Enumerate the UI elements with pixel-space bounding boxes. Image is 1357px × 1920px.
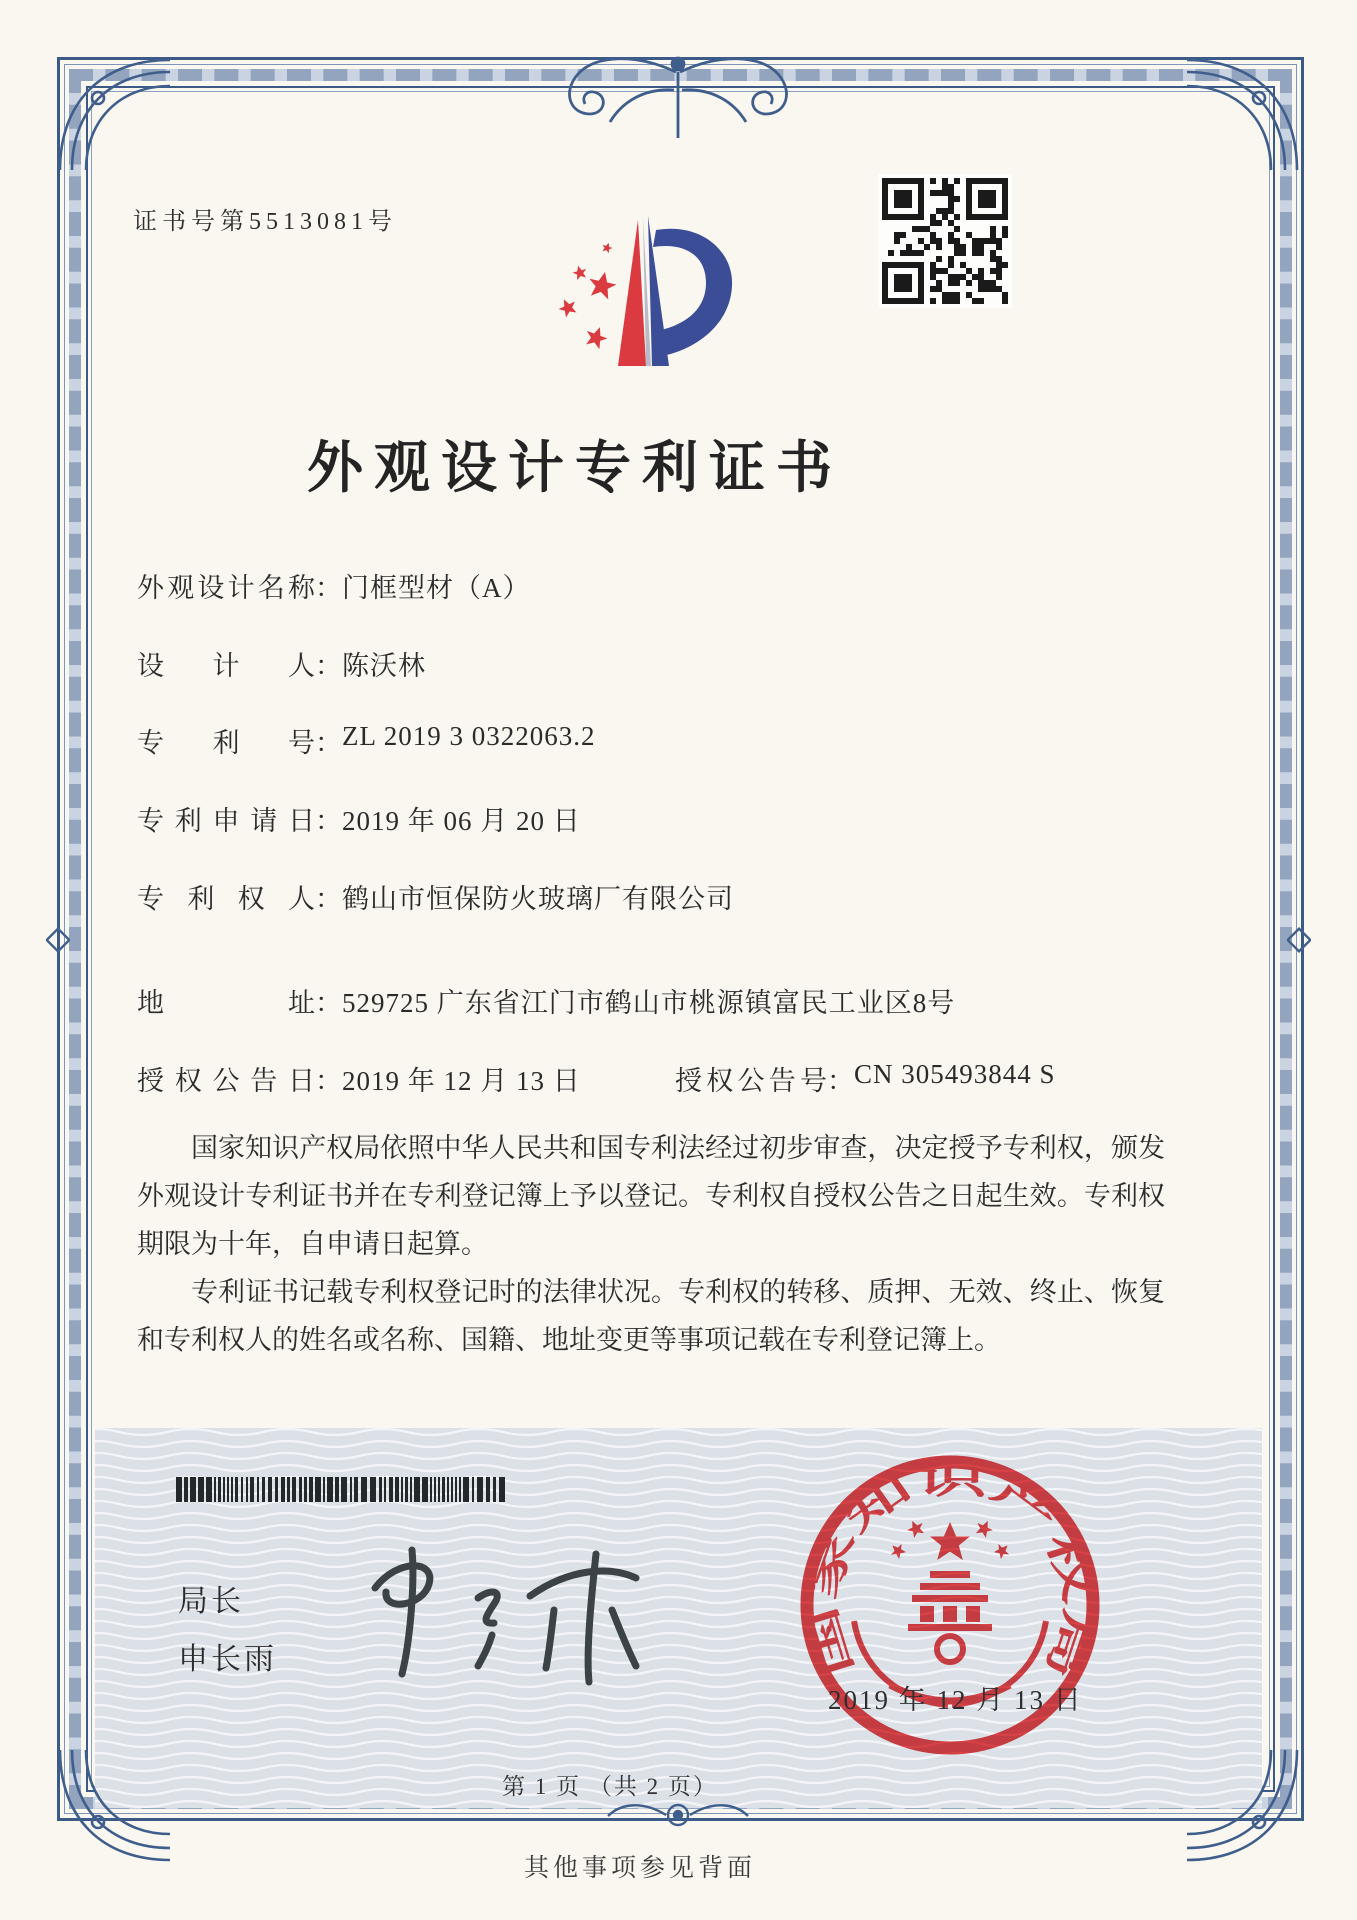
seal-date: 2019 年 12 月 13 日 (828, 1685, 1083, 1715)
field-label: 地址 (137, 988, 315, 1018)
svg-text:国家知识产权局 (798, 1457, 1101, 1685)
field-colon: ： (827, 1066, 854, 1096)
field-label: 外观设计名称 (137, 573, 315, 603)
field-value: 2019 年 12 月 13 日 (342, 1066, 581, 1096)
field-value: 2019 年 06 月 20 日 (342, 806, 581, 836)
back-side-note: 其他事项参见背面 (523, 1855, 756, 1882)
field-label: 专利号 (137, 728, 315, 758)
field-row-filing-date (137, 799, 581, 838)
field-colon: ： (315, 1066, 342, 1096)
field-row-patent-number (137, 721, 595, 760)
field-colon: ： (315, 651, 342, 681)
field-row-grant (137, 1059, 1167, 1098)
field-value: 鹤山市恒保防火玻璃厂有限公司 (342, 884, 734, 914)
certificate-number: 证书号第5513081号 (133, 209, 397, 235)
qr-code-icon (878, 174, 1012, 308)
field-value: ZL 2019 3 0322063.2 (342, 721, 596, 751)
page-indicator: 第 1 页 （共 2 页） (502, 1774, 718, 1799)
issuer-title: 局长 (178, 1585, 244, 1618)
legal-paragraph: 国家知识产权局依照中华人民共和国专利法经过初步审查，决定授予专利权，颁发外观设计专利证书并在专利登记簿上予以登记。专利权自授权公告之日起生效。专利权期限为十年，自申请日起算。 (137, 1133, 1165, 1259)
field-colon: ： (315, 728, 342, 758)
page-title: 外观设计专利证书 (307, 438, 843, 500)
field-row-address (137, 981, 955, 1020)
field-grant-number (675, 1059, 1056, 1098)
field-colon: ： (315, 806, 342, 836)
field-label: 专利权人 (137, 884, 315, 914)
legal-text-block (137, 1124, 1165, 1364)
field-value: 529725 广东省江门市鹤山市桃源镇富民工业区8号 (342, 988, 956, 1018)
signature-icon (340, 1540, 650, 1700)
field-label: 专利申请日 (137, 806, 315, 836)
field-value: CN 305493844 S (854, 1059, 1056, 1089)
field-label: 设计人 (137, 651, 315, 681)
field-label: 授权公告号 (675, 1066, 827, 1096)
field-row-designer (137, 644, 426, 683)
field-colon: ： (315, 884, 342, 914)
field-label: 授权公告日 (137, 1066, 315, 1096)
legal-paragraph: 专利证书记载专利权登记时的法律状况。专利权的转移、质押、无效、终止、恢复和专利权人的姓名或名称、国籍、地址变更等事项记载在专利登记簿上。 (137, 1277, 1165, 1355)
seal-ring-text: 国家知识产权局 (798, 1456, 1102, 1682)
field-colon: ： (315, 573, 342, 603)
cnipa-red-seal-icon (770, 1425, 1130, 1785)
national-emblem (854, 1517, 1046, 1705)
field-row-design-name (137, 566, 531, 605)
field-value: 陈沃林 (342, 651, 426, 681)
issuer-name: 申长雨 (178, 1643, 277, 1676)
barcode (176, 1477, 524, 1502)
field-value: 门框型材（A） (342, 573, 531, 603)
cnipa-patent-logo-icon (550, 190, 800, 375)
field-colon: ： (315, 988, 342, 1018)
field-row-patentee (137, 877, 734, 916)
